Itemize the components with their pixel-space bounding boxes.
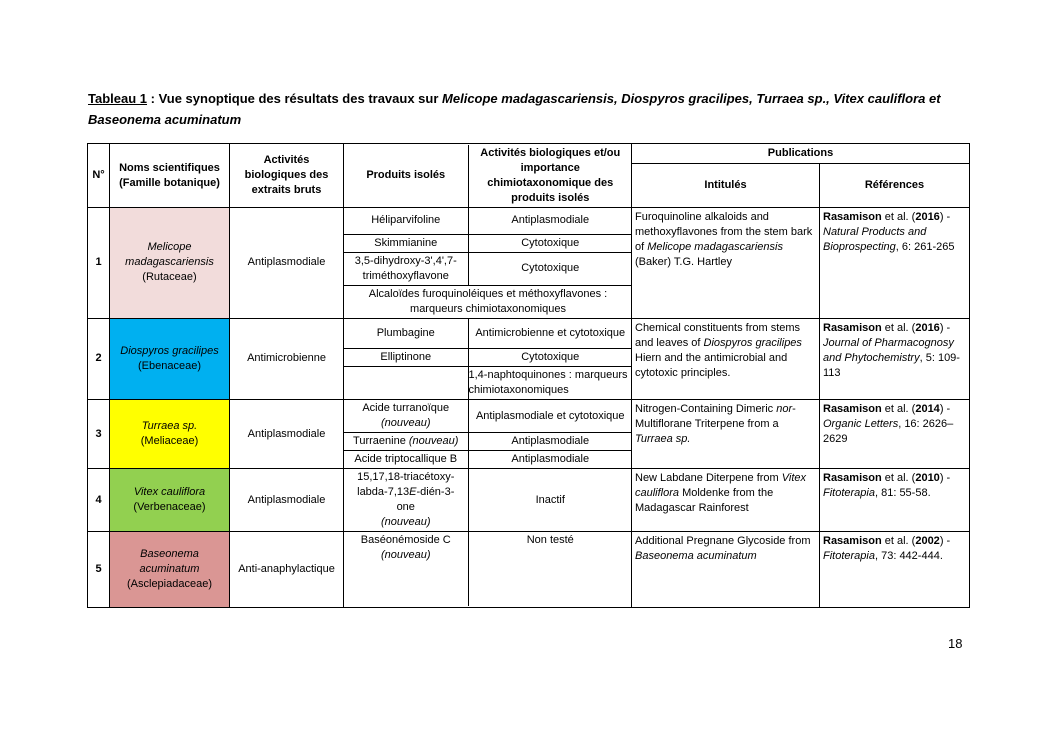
product-name: 15,17,18-triacétoxy-labda-7,13E-dién-3-one (nouveau)	[344, 469, 468, 531]
extract-activity: Antiplasmodiale	[230, 400, 344, 469]
header-num: N°	[88, 144, 110, 208]
species-family: (Rutaceae)	[142, 271, 197, 284]
product-name: 3,5-dihydroxy-3',4',7-triméthoxyflavone	[344, 252, 468, 285]
header-publications: Publications	[632, 144, 970, 164]
table-row	[88, 469, 970, 532]
species-name: Diospyros gracilipes	[120, 344, 219, 357]
header-titles: Intitulés	[632, 164, 820, 208]
product-name: Turraenine (nouveau)	[344, 433, 468, 451]
product-activity: Antiplasmodiale et cytotoxique	[468, 400, 632, 433]
header-references: Références	[820, 164, 970, 208]
row-number: 5	[88, 532, 110, 608]
species-cell	[110, 318, 230, 400]
table-row	[88, 400, 970, 469]
table-caption	[88, 88, 968, 130]
table-row	[88, 318, 970, 400]
product-name: Skimmianine	[344, 234, 468, 252]
caption-label: Tableau 1	[88, 91, 148, 106]
header-bio-products: Activités biologiques et/ou importance chimiotaxonomique des produits isolés	[468, 145, 632, 207]
publication-title: New Labdane Diterpene from Vitex cauliflora Moldenke from the Madagascar Rainforest	[632, 469, 820, 532]
species-family: (Ebenaceae)	[138, 359, 201, 372]
product-activity: Cytotoxique	[468, 252, 632, 285]
row-number: 4	[88, 469, 110, 532]
row-number: 2	[88, 318, 110, 400]
header-activities: Activités biologiques des extraits bruts	[230, 144, 344, 208]
products-cell	[344, 208, 632, 319]
publication-title: Nitrogen-Containing Dimeric nor-Multiflorane Triterpene from a Turraea sp.	[632, 400, 820, 469]
product-activity: Antimicrobienne et cytotoxique	[468, 319, 632, 349]
publication-reference: Rasamison et al. (2010) - Fitoterapia, 81: 55-58.	[820, 469, 970, 532]
product-name: Plumbagine	[344, 319, 468, 349]
caption-species: Melicope madagascariensis, Diospyros gracilipes, Turraea sp., Vitex cauliflora et Baseonema acuminatum	[88, 91, 941, 127]
species-family: (Verbenaceae)	[133, 501, 206, 513]
product-activity: Non testé	[468, 532, 632, 606]
product-activity: Cytotoxique	[468, 349, 632, 367]
page-number: 18	[948, 636, 963, 651]
species-cell	[110, 208, 230, 319]
publication-title: Additional Pregnane Glycoside from Baseonema acuminatum	[632, 532, 820, 608]
product-name: Acide triptocallique B	[344, 451, 468, 469]
products-cell	[344, 400, 632, 469]
species-cell	[110, 469, 230, 532]
row-number: 3	[88, 400, 110, 469]
publication-title: Chemical constituents from stems and leaves of Diospyros gracilipes Hiern and the antimicrobial and cytotoxic principles.	[632, 318, 820, 400]
species-name: Turraea sp.	[141, 420, 198, 432]
extract-activity: Antiplasmodiale	[230, 208, 344, 319]
product-activity: Antiplasmodiale	[468, 208, 632, 234]
header-products-group	[344, 144, 632, 208]
species-name: Melicope madagascariensis	[125, 241, 214, 269]
product-activity: Cytotoxique	[468, 234, 632, 252]
publication-title: Furoquinoline alkaloids and methoxyflavones from the stem bark of Melicope madagascariensis (Baker) T.G. Hartley	[632, 208, 820, 319]
species-cell	[110, 532, 230, 608]
species-cell	[110, 400, 230, 469]
publication-reference: Rasamison et al. (2016) - Journal of Pharmacognosy and Phytochemistry, 5: 109-113	[820, 318, 970, 400]
product-activity: Antiplasmodiale	[468, 451, 632, 469]
header-names: Noms scientifiques (Famille botanique)	[110, 144, 230, 208]
row-number: 1	[88, 208, 110, 319]
product-activity: Inactif	[468, 469, 632, 531]
synoptic-table	[87, 143, 970, 608]
extract-activity: Anti-anaphylactique	[230, 532, 344, 608]
species-name: Vitex cauliflora	[133, 486, 206, 498]
species-family: (Asclepiadaceae)	[127, 578, 212, 590]
product-name: Elliptinone	[344, 349, 468, 367]
product-name: Baséonémoside C (nouveau)	[344, 532, 468, 606]
product-activity: Antiplasmodiale	[468, 433, 632, 451]
extract-activity: Antimicrobienne	[230, 318, 344, 400]
products-cell	[344, 318, 632, 400]
table-row	[88, 532, 970, 608]
extract-activity: Antiplasmodiale	[230, 469, 344, 532]
publication-reference: Rasamison et al. (2016) - Natural Products and Bioprospecting, 6: 261-265	[820, 208, 970, 319]
publication-reference: Rasamison et al. (2014) - Organic Letters, 16: 2626–2629	[820, 400, 970, 469]
caption-text: : Vue synoptique des résultats des travaux sur	[147, 91, 443, 106]
product-name: Acide turranoïque (nouveau)	[344, 400, 468, 433]
product-name: Héliparvifoline	[344, 208, 468, 234]
publication-reference: Rasamison et al. (2002) - Fitoterapia, 73: 442-444.	[820, 532, 970, 608]
chemotaxonomic-note: Alcaloïdes furoquinoléiques et méthoxyflavones : marqueurs chimiotaxonomiques	[344, 285, 632, 318]
chemotaxonomic-note: 1,4-naphtoquinones : marqueurs chimiotaxonomiques	[468, 367, 632, 400]
species-family: (Meliaceae)	[140, 435, 199, 447]
products-cell	[344, 469, 632, 532]
species-name: Baseonema acuminatum	[139, 548, 200, 575]
table-row	[88, 208, 970, 319]
header-products: Produits isolés	[344, 145, 468, 207]
products-cell	[344, 532, 632, 608]
